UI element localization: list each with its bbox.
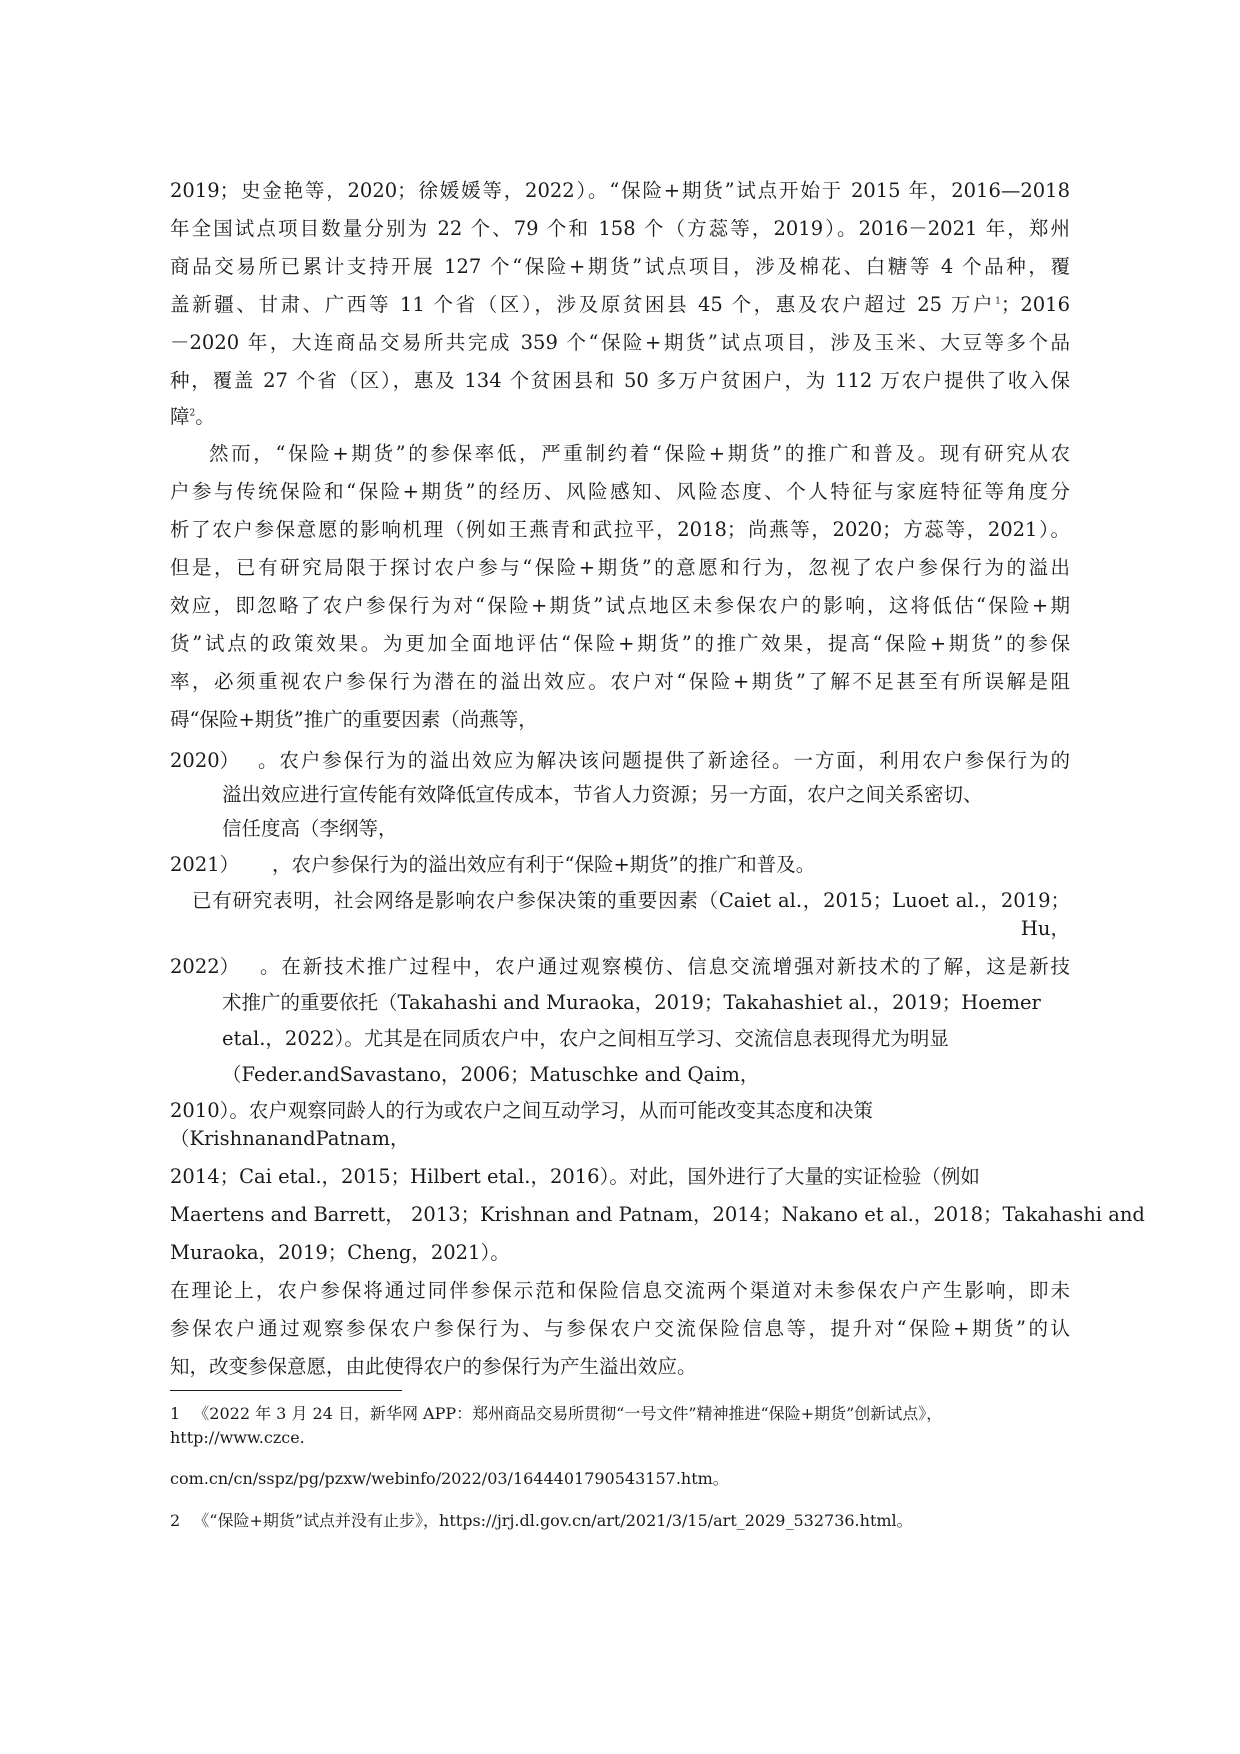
body-text-line: 溢出效应进行宣传能有效降低宣传成本，节省人力资源；另一方面，农户之间关系密切、: [222, 783, 983, 806]
footnote-1: [170, 1403, 942, 1425]
body-text-line: ，农户参保行为的溢出效应有利于“保险+期货”的推广和普及。: [272, 853, 816, 876]
body-text-line: 种，覆盖 27 个省（区），惠及 134 个贫困县和 50 多万户贫困户，为 112 万农户提供了收入保: [170, 369, 1070, 392]
footnote-number: 1: [170, 1404, 181, 1423]
body-text-line: 信任度高（李纲等，: [222, 817, 398, 840]
body-text-line: 2014；Cai etal.，2015；Hilbert etal.，2016）。对此，国外进行了大量的实证检验（例如: [170, 1165, 980, 1188]
footnote-ref-2: 2: [189, 408, 196, 419]
body-text-span: ；2016: [1000, 293, 1070, 316]
body-text-line: 知，改变参保意愿，由此使得农户的参保行为产生溢出效应。: [170, 1355, 697, 1378]
footnote-2: [170, 1510, 913, 1532]
citation-year: 2021）: [170, 853, 240, 876]
body-text-line: 货”试点的政策效果。为更加全面地评估“保险+期货”的推广效果，提高“保险+期货”的参保: [170, 632, 1070, 655]
body-text-line: Hu，: [1020, 917, 1070, 940]
body-text-line: 2019；史金艳等，2020；徐媛媛等，2022）。“保险+期货”试点开始于 2015 年，2016—2018: [170, 179, 1070, 202]
body-text-line: （KrishnanandPatnam，: [170, 1127, 410, 1150]
footnote-text[interactable]: 《“保险+期货”试点并没有止步》，https://jrj.dl.gov.cn/art/2021/3/15/art_2029_532736.html。: [193, 1511, 913, 1530]
body-text-line: 参保农户通过观察参保农户参保行为、与参保农户交流保险信息等，提升对“保险+期货”的认: [170, 1317, 1070, 1340]
body-text-line: 然而，“保险+期货”的参保率低，严重制约着“保险+期货”的推广和普及。现有研究从农: [209, 442, 1070, 465]
body-text-span: 。: [195, 405, 215, 428]
body-text-line: 析了农户参保意愿的影响机理（例如王燕青和武拉平，2018；尚燕等，2020；方蕊等，2021）。: [170, 518, 1070, 541]
citation-year: 2022）: [170, 955, 240, 978]
body-text-line: 户参与传统保险和“保险+期货”的经历、风险感知、风险态度、个人特征与家庭特征等角度分: [170, 480, 1070, 503]
footnote-number: 2: [170, 1511, 181, 1530]
body-text-line: 已有研究表明，社会网络是影响农户参保决策的重要因素（Caiet al.，2015；Luoet al.，2019；: [192, 889, 1070, 912]
body-text-line: （Feder.andSavastano，2006；Matuschke and Qaim，: [222, 1063, 760, 1086]
body-text-span: 障: [170, 405, 190, 428]
body-text-line: 商品交易所已累计支持开展 127 个“保险+期货”试点项目，涉及棉花、白糖等 4 个品种，覆: [170, 255, 1070, 278]
footnote-ref-1: 1: [995, 296, 1001, 307]
citation-year: 2020）: [170, 749, 240, 772]
body-text-line: 碍“保险+期货”推广的重要因素（尚燕等，: [170, 708, 538, 731]
body-text-line: etal.，2022）。尤其是在同质农户中，农户之间相互学习、交流信息表现得尤为明显: [222, 1027, 949, 1050]
body-text-line: 。农户参保行为的溢出效应为解决该问题提供了新途径。一方面，利用农户参保行为的: [258, 749, 1070, 772]
body-text-line: 术推广的重要依托（Takahashi and Muraoka，2019；Takahashiet al.，2019；Hoemer: [222, 991, 1041, 1014]
footnote-separator: [170, 1390, 402, 1391]
body-text-line: 但是，已有研究局限于探讨农户参与“保险+期货”的意愿和行为，忽视了农户参保行为的溢出: [170, 556, 1070, 579]
footnote-link[interactable]: http://www.czce.: [170, 1428, 305, 1447]
body-text-line: [170, 404, 215, 430]
footnote-text: 《2022 年 3 月 24 日，新华网 APP：郑州商品交易所贯彻“一号文件”精神推进“保险+期货”创新试点》，: [193, 1404, 943, 1423]
body-text-line: 效应，即忽略了农户参保行为对“保险+期货”试点地区未参保农户的影响，这将低估“保险+期: [170, 594, 1070, 617]
body-text-line: 率，必须重视农户参保行为潜在的溢出效应。农户对“保险+期货”了解不足甚至有所误解是阻: [170, 670, 1070, 693]
body-text-line: 。在新技术推广过程中，农户通过观察模仿、信息交流增强对新技术的了解，这是新技: [260, 955, 1070, 978]
footnote-link[interactable]: com.cn/cn/sspz/pg/pzxw/webinfo/2022/03/1644401790543157.htm。: [170, 1469, 729, 1488]
body-text-line: Maertens and Barrett， 2013；Krishnan and Patnam，2014；Nakano et al.，2018；Takahashi and: [170, 1203, 1145, 1226]
body-text-line: Muraoka，2019；Cheng，2021）。: [170, 1241, 510, 1264]
body-text-line: [170, 292, 1070, 318]
body-text-span: 盖新疆、甘肃、广西等 11 个省（区），涉及原贫困县 45 个，惠及农户超过 25 万户: [170, 293, 996, 316]
body-text-line: 年全国试点项目数量分别为 22 个、79 个和 158 个（方蕊等，2019）。2016－2021 年，郑州: [170, 217, 1070, 240]
body-text-line: 在理论上，农户参保将通过同伴参保示范和保险信息交流两个渠道对未参保农户产生影响，即未: [170, 1279, 1070, 1302]
body-text-line: 2010）。农户观察同龄人的行为或农户之间互动学习，从而可能改变其态度和决策: [170, 1099, 873, 1122]
body-text-line: －2020 年，大连商品交易所共完成 359 个“保险+期货”试点项目，涉及玉米、大豆等多个品: [170, 331, 1070, 354]
